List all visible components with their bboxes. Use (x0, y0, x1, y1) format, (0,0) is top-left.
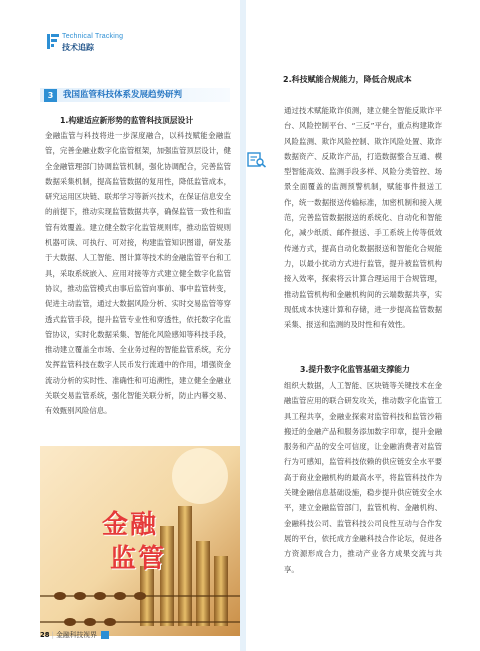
image-caption-1: 金融 (102, 510, 159, 540)
page-number: 28 (40, 631, 50, 639)
right-paragraph-2: 组织大数据，人工智能、区块链等关键技术在金融监管应用的联合研发攻关，推动数字化监管工具工程共享，金融业探索对监管科技和监管沙箱搬迁的金融产品和服务添加数字印章，提升金融服务和产品的安全可信度，让金融消费者对监管行为可感知，监管科技依赖的供应链安全水平要高于商业金融机构的最高水平，将监管科技作为关键金融信息基础设施，稳步提升供应链安全水平，建立金融监管部门，监管机构、金融机构、金融科技公司、监管科技公司良性互动与合作发展的平台，依托成方金融科技合作论坛，促进各方资源形成合力，推动产业各方成果交流与共享。 (284, 381, 442, 574)
subheading-3: 3.提升数字化监管基础支撑能力 (300, 365, 410, 374)
section-logo-icon (47, 34, 59, 49)
subheading-2: 2.科技赋能合规能力，降低合规成本 (283, 75, 412, 84)
section-number-badge: 3 (44, 89, 57, 102)
footer-brand-icon (101, 631, 109, 639)
right-paragraph-1: 通过技术赋能欺诈侦测，建立健全智能反欺诈平台、风险控制平台、“三反”平台，重点构建欺诈风险监测、欺诈风险控制、欺诈风险处置、欺诈数据资产、反欺诈产品，打造数据整合互通、模型智能高效、监测手段多样、风险分类管控、场景全面覆盖的监测预警机制，赋能事件报送工作，统一数据报送传输标准，加密机制和接入规范，完善监管数据报送的系统化、自动化和智能化，减少纸质、邮件报送、手工系统上传等低效传递方式，提高自动化数据报送和智能化合规能力，以最小扰动方式进行监管，提升被监管机构接入效率，探索将云计算合理运用于合规管理，推动监管机构和金融机构间的云端数据共享，实现低成本快速计算和存储，进一步提高监管数据采集、报送和监测的及时性和有效性。 (284, 106, 442, 330)
section-title: 我国监管科技体系发展趋势研判 (63, 90, 183, 100)
magazine-name: 金融科技视界 (56, 631, 97, 639)
column-divider (240, 0, 246, 651)
subheading-1: 1.构建适应新形势的监管科技顶层设计 (60, 116, 194, 125)
section-label-cn: 技术追踪 (62, 43, 94, 52)
image-caption-2: 监管 (110, 544, 167, 574)
document-search-icon (247, 152, 267, 168)
section-label-en: Technical Tracking (62, 33, 124, 40)
page-footer: 28 | 金融科技视界 (40, 629, 109, 639)
finance-regulation-photo (40, 446, 240, 636)
left-paragraph: 金融监管与科技将进一步深度融合，以科技赋能金融监管，完善金融业数字化监管框架，加强监管顶层设计，健全金融管理部门协调监管机制，强化协调配合，完善监管数据采集机制，提高监管数据的复用性，降低监管成本，研究运用区块链、联邦学习等新兴技术，在保证信息安全的前提下，推动实现监管数据共享，确保监管一致性和监管有效覆盖。建立健全数字化监管规则库，推动监管规则机器可读、可执行、可对接，构建监管知识图谱，研发基于大数据、人工智能、图计算等技术的金融监管平台和工具，采取系统嵌入、应用对接等方式建立健全数字化监管协议，推动监管模式由事后监管向事前、事中监管转变，促进主动监管，通过大数据风险分析、实时交易监管等穿透式监管手段，提升监管专业性和穿透性，依托数字化监管协议，实时化数据采集、智能化风险感知等科技手段，推动建立覆盖全市场、全业务过程的智能监管系统，充分发挥监管科技在数字人民币发行流通中的作用，增强资金流动分析的实时性、准确性和可追溯性，建立健全金融业关联交易监管系统，强化智能关联分析，防止内幕交易、有效甄别风险信息。 (45, 131, 231, 416)
